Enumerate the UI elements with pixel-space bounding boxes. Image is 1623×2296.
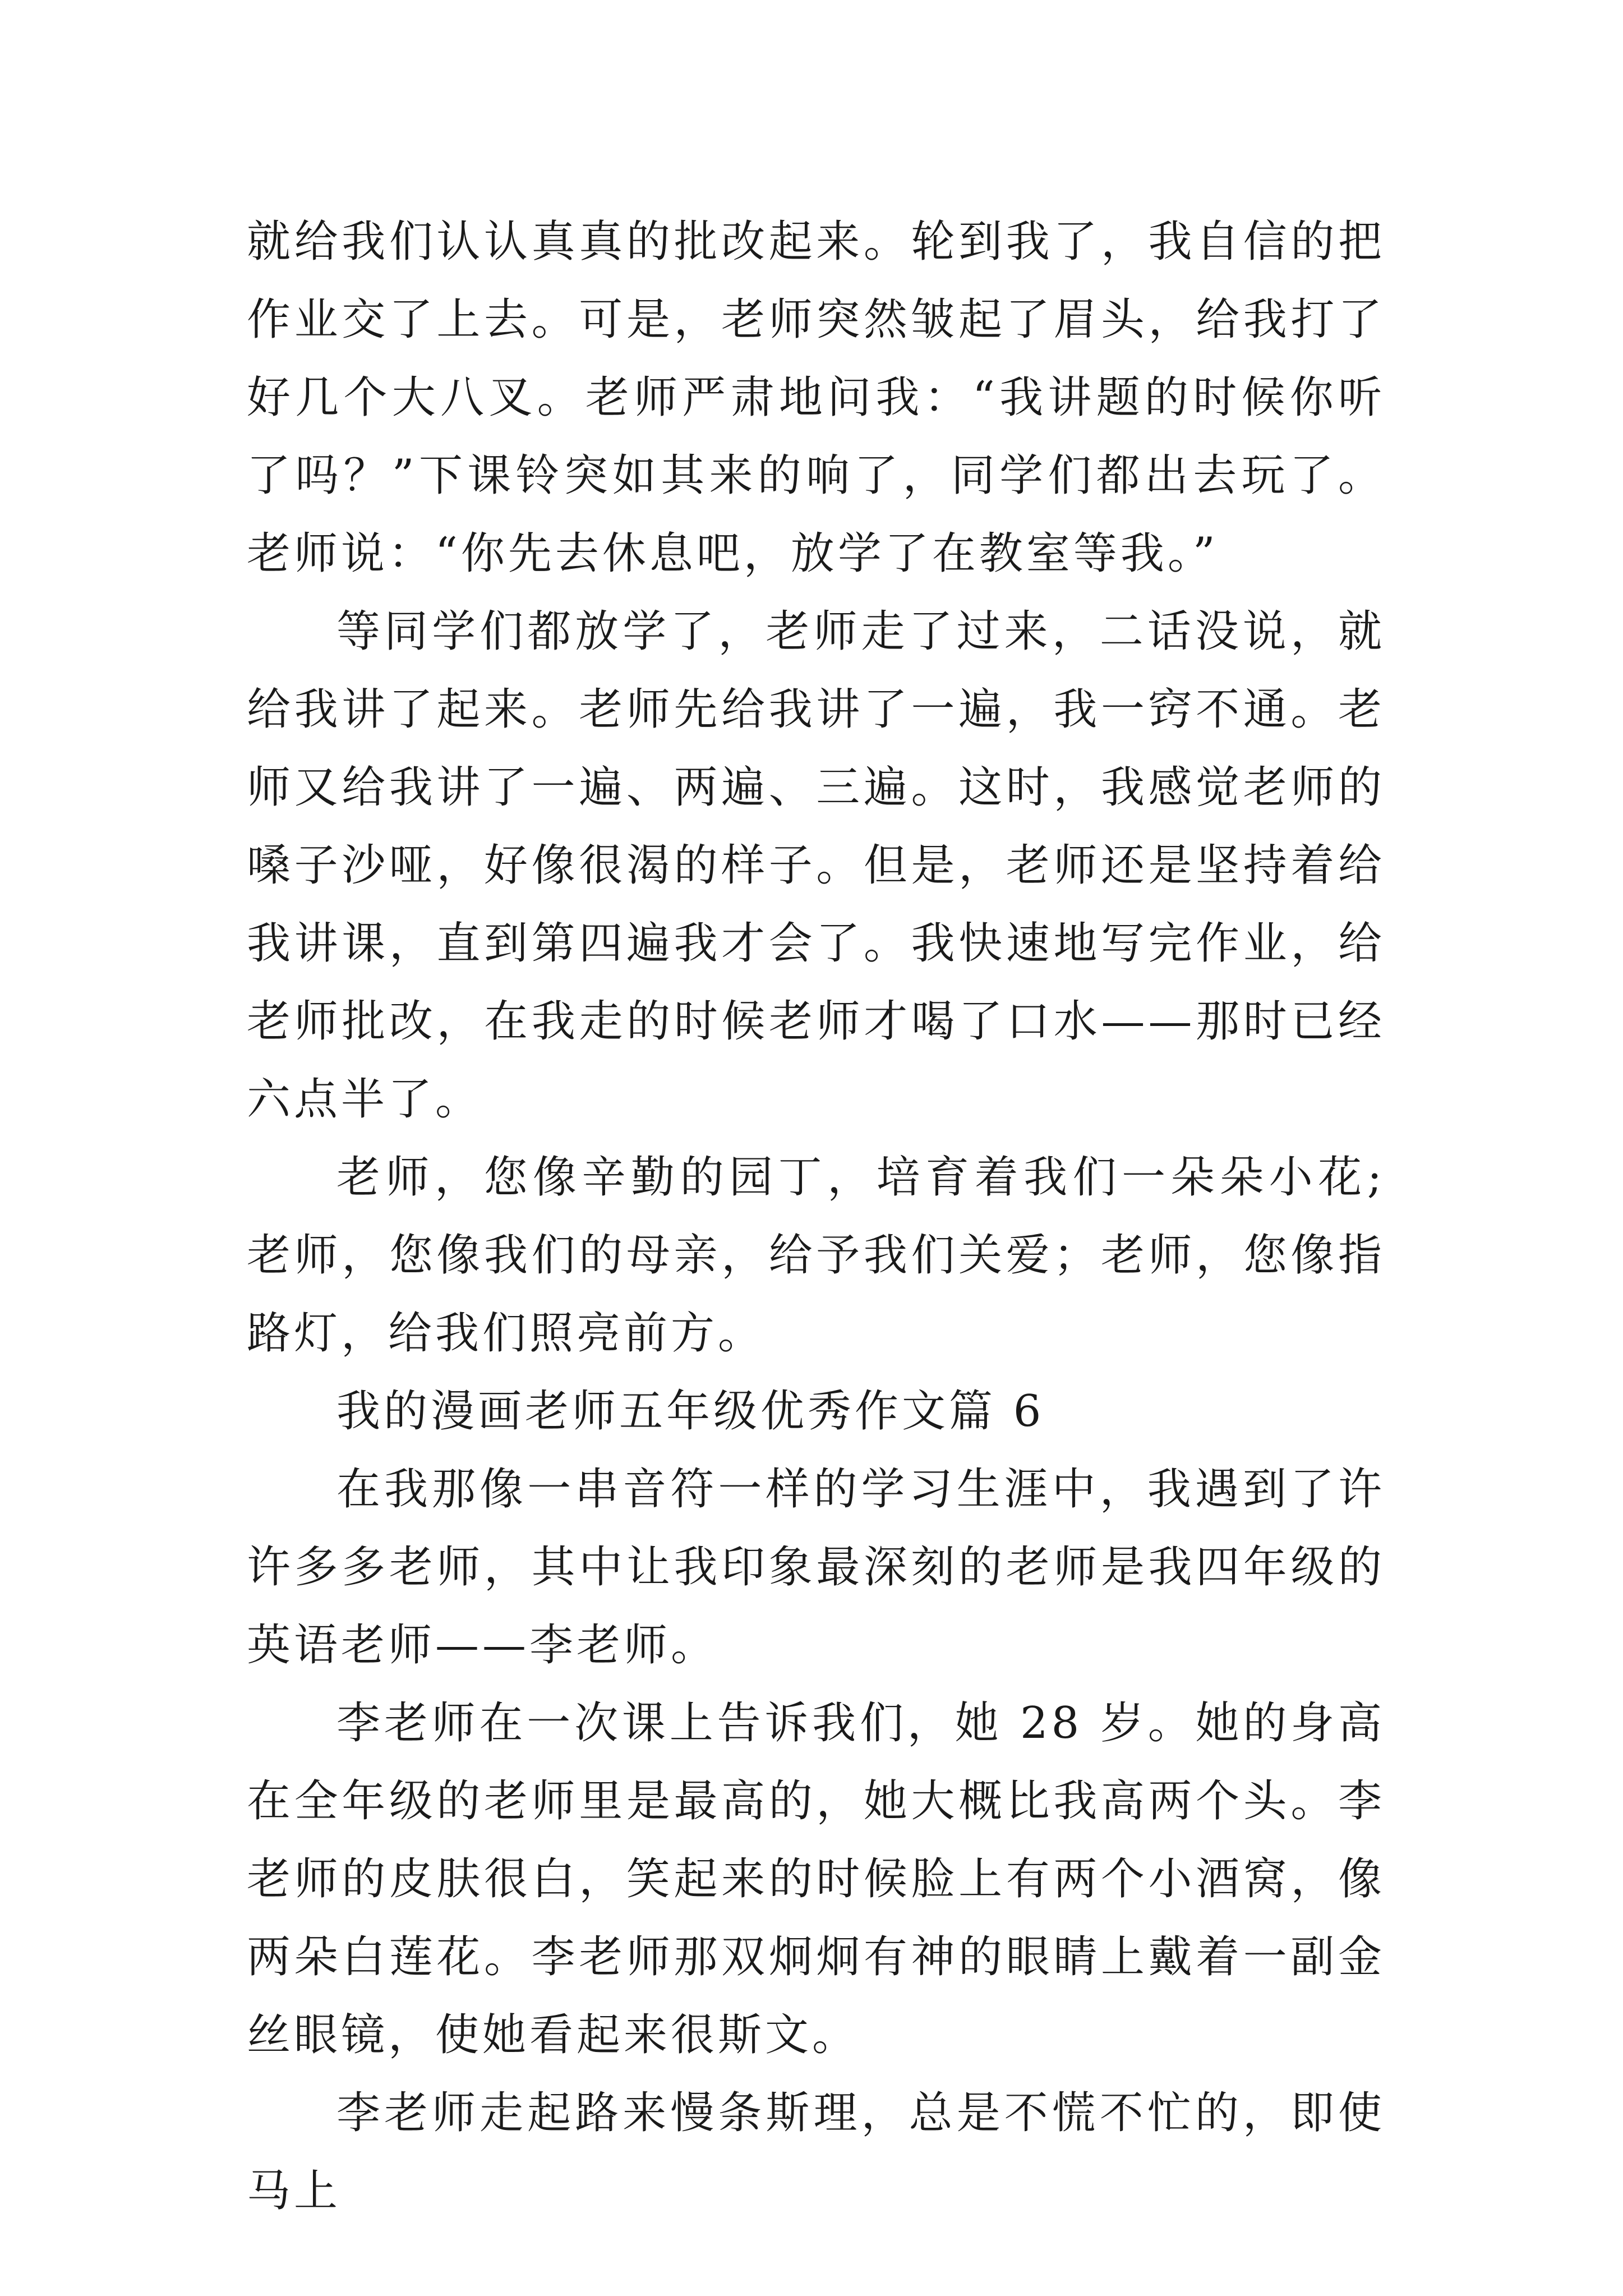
document-body — [247, 203, 1385, 2230]
paragraph-4: 在我那像一串音符一样的学习生涯中，我遇到了许许多多老师，其中让我印象最深刻的老师是我四年级的英语老师——李老师。 — [247, 1464, 1385, 1671]
paragraph-6: 李老师走起路来慢条斯理，总是不慌不忙的，即使马上 — [247, 2088, 1385, 2216]
paragraph-2: 等同学们都放学了，老师走了过来，二话没说，就给我讲了起来。老师先给我讲了一遍，我一窍不通。老师又给我讲了一遍、两遍、三遍。这时，我感觉老师的嗓子沙哑，好像很渴的样子。但是，老师还是坚持着给我讲课，直到第四遍我才会了。我快速地写完作业，给老师批改，在我走的时候老师才喝了口水——那时已经六点半了。 — [247, 606, 1385, 1125]
section-title: 我的漫画老师五年级优秀作文篇 6 — [336, 1386, 1045, 1437]
paragraph-3: 老师，您像辛勤的园丁，培育着我们一朵朵小花;老师，您像我们的母亲，给予我们关爱；老师，您像指路灯，给我们照亮前方。 — [247, 1152, 1385, 1359]
paragraph-5: 李老师在一次课上告诉我们，她 28 岁。她的身高在全年级的老师里是最高的，她大概比我高两个头。李老师的皮肤很白，笑起来的时候脸上有两个小酒窝，像两朵白莲花。李老师那双炯炯有神的眼睛上戴着一副金丝眼镜，使她看起来很斯文。 — [247, 1698, 1385, 2060]
paragraph-1: 就给我们认认真真的批改起来。轮到我了，我自信的把作业交了上去。可是，老师突然皱起了眉头，给我打了好几个大八叉。老师严肃地问我：“我讲题的时候你听了吗？”下课铃突如其来的响了，同学们都出去玩了。老师说：“你先去休息吧，放学了在教室等我。” — [247, 217, 1385, 579]
